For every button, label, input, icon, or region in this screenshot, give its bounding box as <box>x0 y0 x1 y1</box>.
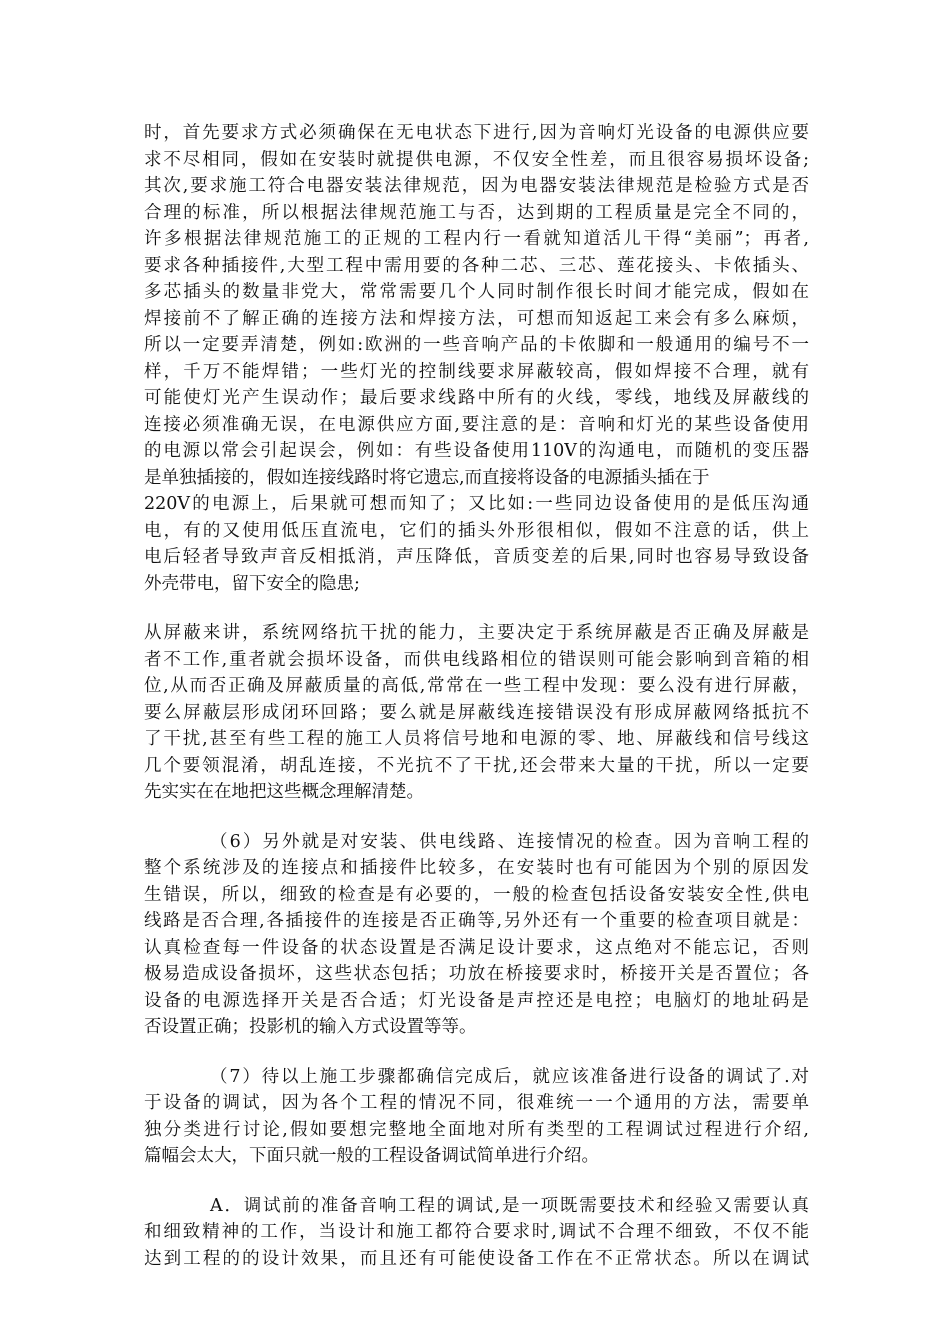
document-page <box>144 120 809 1272</box>
text-line: 所以一定要弄清楚，例如:欧洲的一些音响产品的卡侬脚和一般通用的编号不一 <box>144 335 809 355</box>
text-line: 者不工作,重者就会损坏设备，而供电线路相位的错误则可能会影响到音箱的相 <box>144 649 809 670</box>
paragraph-3 <box>144 829 809 1041</box>
text-line: 位,从而否正确及屏蔽质量的高低,常常在一些工程中发现：要么没有进行屏蔽， <box>144 676 809 696</box>
text-line: 求不尽相同，假如在安装时就提供电源，不仅安全性差，而且很容易损坏设备; <box>144 149 809 170</box>
text-line: A．调试前的准备音响工程的调试,是一项既需要技术和经验又需要认真 <box>210 1195 809 1216</box>
text-line: 达到工程的的设计效果，而且还有可能使设备工作在不正常状态。所以在调试 <box>144 1248 809 1269</box>
text-line: 其次,要求施工符合电器安装法律规范，因为电器安装法律规范是检验方式是否 <box>144 176 809 196</box>
paragraph-gap <box>144 1170 809 1193</box>
paragraph-2 <box>144 620 809 806</box>
paragraph-1 <box>144 120 809 597</box>
text-line: 的电源以常会引起误会，例如：有些设备使用110V的沟通电，而随机的变压器 <box>144 441 809 461</box>
text-line: 线路是否合理,各插接件的连接是否正确等,另外还有一个重要的检查项目就是： <box>144 911 809 931</box>
paragraph-gap <box>144 1041 809 1064</box>
text-line: 极易造成设备损坏，这些状态包括；功放在桥接要求时，桥接开关是否置位；各 <box>144 964 809 984</box>
text-line: 样，千万不能焊错；一些灯光的控制线要求屏蔽较高，假如焊接不合理，就有 <box>144 361 809 382</box>
text-line: 于设备的调试，因为各个工程的情况不同，很难统一一个通用的方法，需要单 <box>144 1093 809 1113</box>
text-line: 220V的电源上，后果就可想而知了；又比如:一些同边设备使用的是低压沟通 <box>144 494 809 514</box>
text-line: 许多根据法律规范施工的正规的工程内行一看就知道活儿干得“美丽”；再者, <box>144 229 809 249</box>
text-line: 认真检查每一件设备的状态设置是否满足设计要求，这点绝对不能忘记，否则 <box>144 937 809 958</box>
text-line: 和细致精神的工作，当设计和施工都符合要求时,调试不合理不细致，不仅不能 <box>144 1222 809 1242</box>
text-line: 多芯插头的数量非党大，常常需要几个人同时制作很长时间才能完成，假如在 <box>144 282 809 302</box>
text-line: 从屏蔽来讲，系统网络抗干扰的能力，主要决定于系统屏蔽是否正确及屏蔽是 <box>144 623 809 643</box>
text-line: 设备的电源选择开关是否合适；灯光设备是声控还是电控；电脑灯的地址码是 <box>144 990 809 1011</box>
text-line: 电，有的又使用低压直流电，它们的插头外形很相似，假如不注意的话，供上 <box>144 520 809 541</box>
text-line: 要么屏蔽层形成闭环回路；要么就是屏蔽线连接错误没有形成屏蔽网络抵抗不 <box>144 702 809 723</box>
paragraph-4 <box>144 1064 809 1170</box>
text-line: （6）另外就是对安装、供电线路、连接情况的检查。因为音响工程的 <box>210 831 809 852</box>
text-line: 先实实在在地把这些概念理解清楚。 <box>144 782 424 802</box>
text-line: 焊接前不了解正确的连接方法和焊接方法，可想而知返起工来会有多么麻烦， <box>144 308 809 329</box>
text-line: 要求各种插接件,大型工程中需用要的各种二芯、三芯、莲花接头、卡侬插头、 <box>144 255 809 276</box>
text-line: 几个要领混淆，胡乱连接，不光抗不了干扰,还会带来大量的干扰，所以一定要 <box>144 755 809 776</box>
text-line: 独分类进行讨论,假如要想完整地全面地对所有类型的工程调试过程进行介绍, <box>144 1119 809 1140</box>
text-line: 合理的标准，所以根据法律规范施工与否，达到期的工程质量是完全不同的， <box>144 202 809 223</box>
text-line: 是单独插接的，假如连接线路时将它遗忘,而直接将设备的电源插头插在于 <box>144 467 710 488</box>
text-line: （7）待以上施工步骤都确信完成后，就应该准备进行设备的调试了.对 <box>210 1066 809 1087</box>
text-line: 连接必须准确无误，在电源供应方面,要注意的是：音响和灯光的某些设备使用 <box>144 414 809 435</box>
text-line: 外壳带电，留下安全的隐患; <box>144 573 360 594</box>
text-line: 篇幅会太大，下面只就一般的工程设备调试简单进行介绍。 <box>144 1146 599 1166</box>
text-line: 可能使灯光产生误动作；最后要求线路中所有的火线，零线，地线及屏蔽线的 <box>144 388 809 408</box>
text-line: 生错误，所以，细致的检查是有必要的，一般的检查包括设备安装安全性,供电 <box>144 884 809 905</box>
paragraph-gap <box>144 597 809 620</box>
text-line: 时，首先要求方式必须确保在无电状态下进行,因为音响灯光设备的电源供应要 <box>144 123 809 143</box>
text-line: 否设置正确；投影机的输入方式设置等等。 <box>144 1017 477 1037</box>
text-line: 了干扰,甚至有些工程的施工人员将信号地和电源的零、地、屏蔽线和信号线这 <box>144 729 809 749</box>
paragraph-5 <box>144 1193 809 1273</box>
paragraph-gap <box>144 806 809 829</box>
text-line: 电后轻者导致声音反相抵消，声压降低，音质变差的后果,同时也容易导致设备 <box>144 547 809 567</box>
text-line: 整个系统涉及的连接点和插接件比较多，在安装时也有可能因为个别的原因发 <box>144 858 809 878</box>
